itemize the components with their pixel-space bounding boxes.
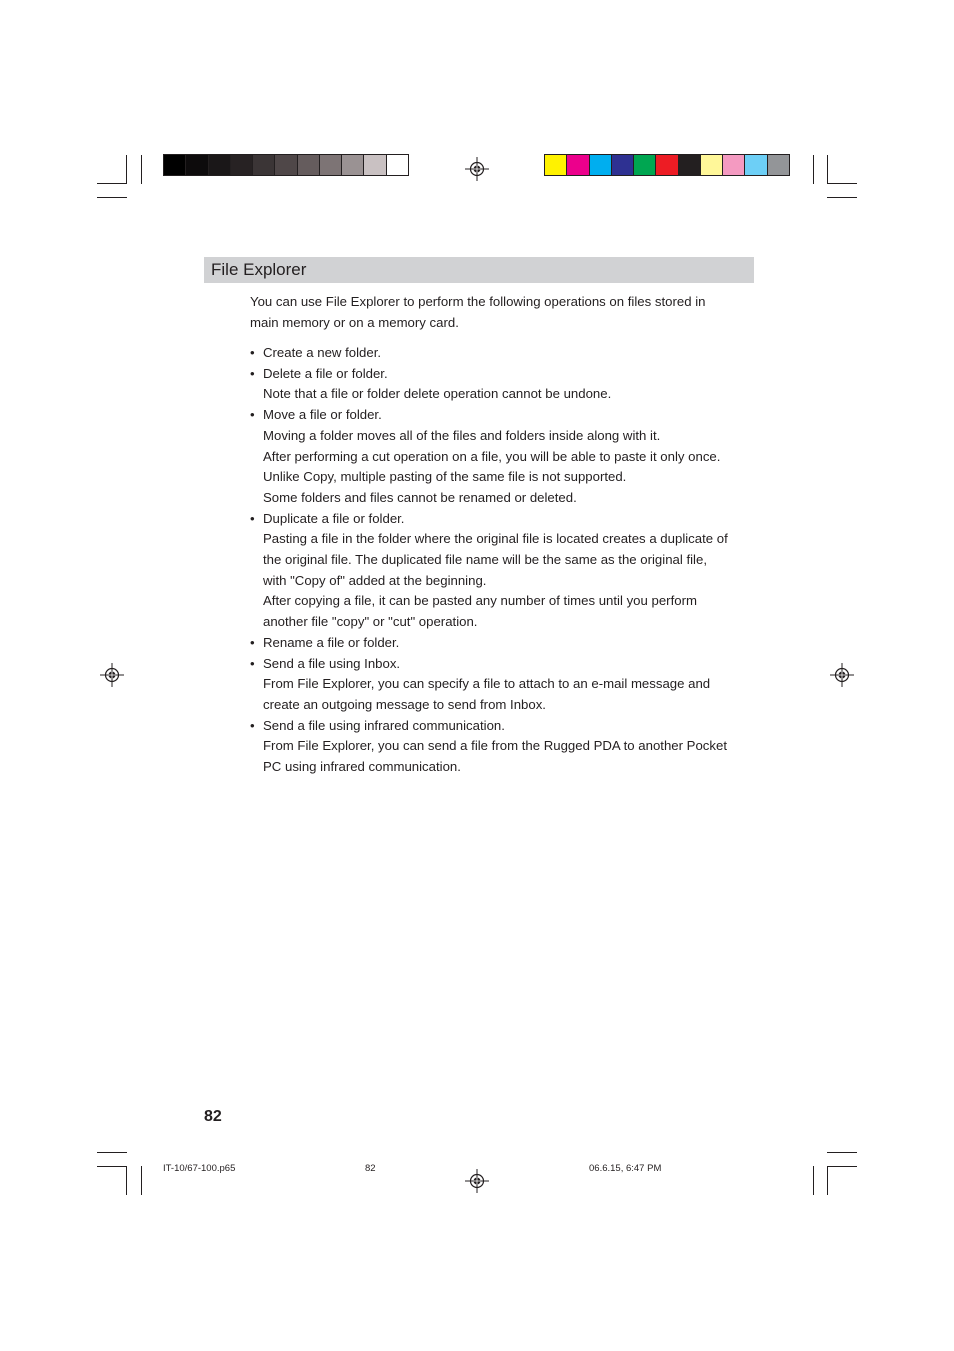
crop-mark bbox=[126, 155, 127, 184]
process-color-swatch bbox=[634, 155, 656, 175]
list-item-note: with "Copy of" added at the beginning. bbox=[263, 572, 487, 588]
list-item-note: create an outgoing message to send from Inbox. bbox=[263, 696, 546, 712]
crop-mark bbox=[813, 1166, 814, 1195]
list-item bbox=[250, 633, 755, 654]
footer-datetime: 06.6.15, 6:47 PM bbox=[589, 1163, 662, 1174]
crop-mark bbox=[141, 1166, 142, 1195]
process-color-swatch bbox=[701, 155, 723, 175]
crop-mark bbox=[97, 197, 127, 198]
crop-mark bbox=[827, 1152, 857, 1153]
crop-mark bbox=[827, 1166, 828, 1195]
footer-filename: IT-10/67-100.p65 bbox=[163, 1163, 236, 1174]
list-item-note: PC using infrared communication. bbox=[263, 759, 461, 775]
grayscale-swatch bbox=[253, 155, 275, 175]
list-item-note: the original file. The duplicated file name will be the same as the original file, bbox=[263, 552, 707, 568]
bullet: • bbox=[250, 634, 255, 650]
list-item bbox=[250, 716, 755, 778]
bullet: • bbox=[250, 345, 255, 360]
list-item-title: Duplicate a file or folder. bbox=[263, 510, 405, 526]
registration-mark-icon bbox=[830, 663, 854, 687]
bullet: • bbox=[250, 510, 255, 526]
operations-list bbox=[250, 343, 755, 778]
bullet: • bbox=[250, 407, 255, 423]
process-color-swatch bbox=[679, 155, 701, 175]
process-color-swatch bbox=[723, 155, 745, 175]
process-color-swatch bbox=[612, 155, 634, 175]
process-color-swatch bbox=[656, 155, 678, 175]
grayscale-swatch bbox=[342, 155, 364, 175]
list-item-note: From File Explorer, you can send a file from the Rugged PDA to another Pocket bbox=[263, 738, 727, 754]
crop-mark bbox=[827, 155, 828, 184]
list-item-note: Note that a file or folder delete operation cannot be undone. bbox=[263, 386, 612, 402]
list-item bbox=[250, 343, 755, 364]
grayscale-swatch bbox=[231, 155, 253, 175]
grayscale-swatch bbox=[320, 155, 342, 175]
list-item bbox=[250, 364, 755, 405]
list-item-note: After copying a file, it can be pasted any number of times until you perform bbox=[263, 593, 697, 609]
registration-mark-icon bbox=[465, 157, 489, 181]
crop-mark bbox=[827, 183, 857, 184]
page-number: 82 bbox=[204, 1108, 222, 1125]
intro-line: You can use File Explorer to perform the following operations on files stored in bbox=[250, 294, 706, 309]
crop-mark bbox=[97, 1166, 127, 1167]
grayscale-swatch bbox=[364, 155, 386, 175]
section-header bbox=[204, 257, 754, 283]
process-color-swatch bbox=[567, 155, 589, 175]
crop-mark bbox=[97, 183, 127, 184]
process-color-swatch bbox=[545, 155, 567, 175]
list-item-note: another file "copy" or "cut" operation. bbox=[263, 614, 478, 630]
list-item bbox=[250, 405, 755, 509]
list-item bbox=[250, 654, 755, 716]
crop-mark bbox=[97, 1152, 127, 1153]
list-item-note: Moving a folder moves all of the files and folders inside along with it. bbox=[263, 427, 661, 443]
grayscale-swatch bbox=[164, 155, 186, 175]
crop-mark bbox=[141, 155, 142, 184]
bullet: • bbox=[250, 365, 255, 381]
process-color-bar bbox=[544, 154, 790, 176]
list-item-note: Unlike Copy, multiple pasting of the same file is not supported. bbox=[263, 469, 627, 485]
list-item-title: Send a file using infrared communication. bbox=[263, 717, 505, 733]
intro-line: main memory or on a memory card. bbox=[250, 314, 459, 330]
section-title: File Explorer bbox=[211, 260, 307, 279]
list-item-title: Move a file or folder. bbox=[263, 407, 382, 423]
crop-mark bbox=[813, 155, 814, 184]
list-item-title: Send a file using Inbox. bbox=[263, 655, 401, 671]
crop-mark bbox=[126, 1166, 127, 1195]
list-item-note: Pasting a file in the folder where the original file is located creates a duplicate of bbox=[263, 531, 728, 547]
registration-mark-icon bbox=[100, 663, 124, 687]
grayscale-swatch bbox=[387, 155, 408, 175]
list-item bbox=[250, 509, 755, 633]
grayscale-swatch bbox=[298, 155, 320, 175]
crop-mark bbox=[827, 1166, 857, 1167]
process-color-swatch bbox=[768, 155, 789, 175]
crop-mark bbox=[827, 197, 857, 198]
grayscale-swatch bbox=[186, 155, 208, 175]
process-color-swatch bbox=[745, 155, 767, 175]
bullet: • bbox=[250, 717, 255, 733]
list-item-note: Some folders and files cannot be renamed or deleted. bbox=[263, 489, 577, 505]
grayscale-swatch bbox=[209, 155, 231, 175]
registration-mark-icon bbox=[465, 1169, 489, 1193]
grayscale-color-bar bbox=[163, 154, 409, 176]
list-item-title: Rename a file or folder. bbox=[263, 634, 400, 650]
footer-page: 82 bbox=[365, 1163, 376, 1174]
list-item-title: Delete a file or folder. bbox=[263, 365, 388, 381]
process-color-swatch bbox=[590, 155, 612, 175]
list-item-title: Create a new folder. bbox=[263, 345, 382, 360]
bullet: • bbox=[250, 655, 255, 671]
list-item-note: From File Explorer, you can specify a file to attach to an e-mail message and bbox=[263, 676, 711, 692]
grayscale-swatch bbox=[275, 155, 297, 175]
list-item-note: After performing a cut operation on a file, you will be able to paste it only once. bbox=[263, 448, 721, 464]
intro-paragraph bbox=[250, 292, 750, 333]
